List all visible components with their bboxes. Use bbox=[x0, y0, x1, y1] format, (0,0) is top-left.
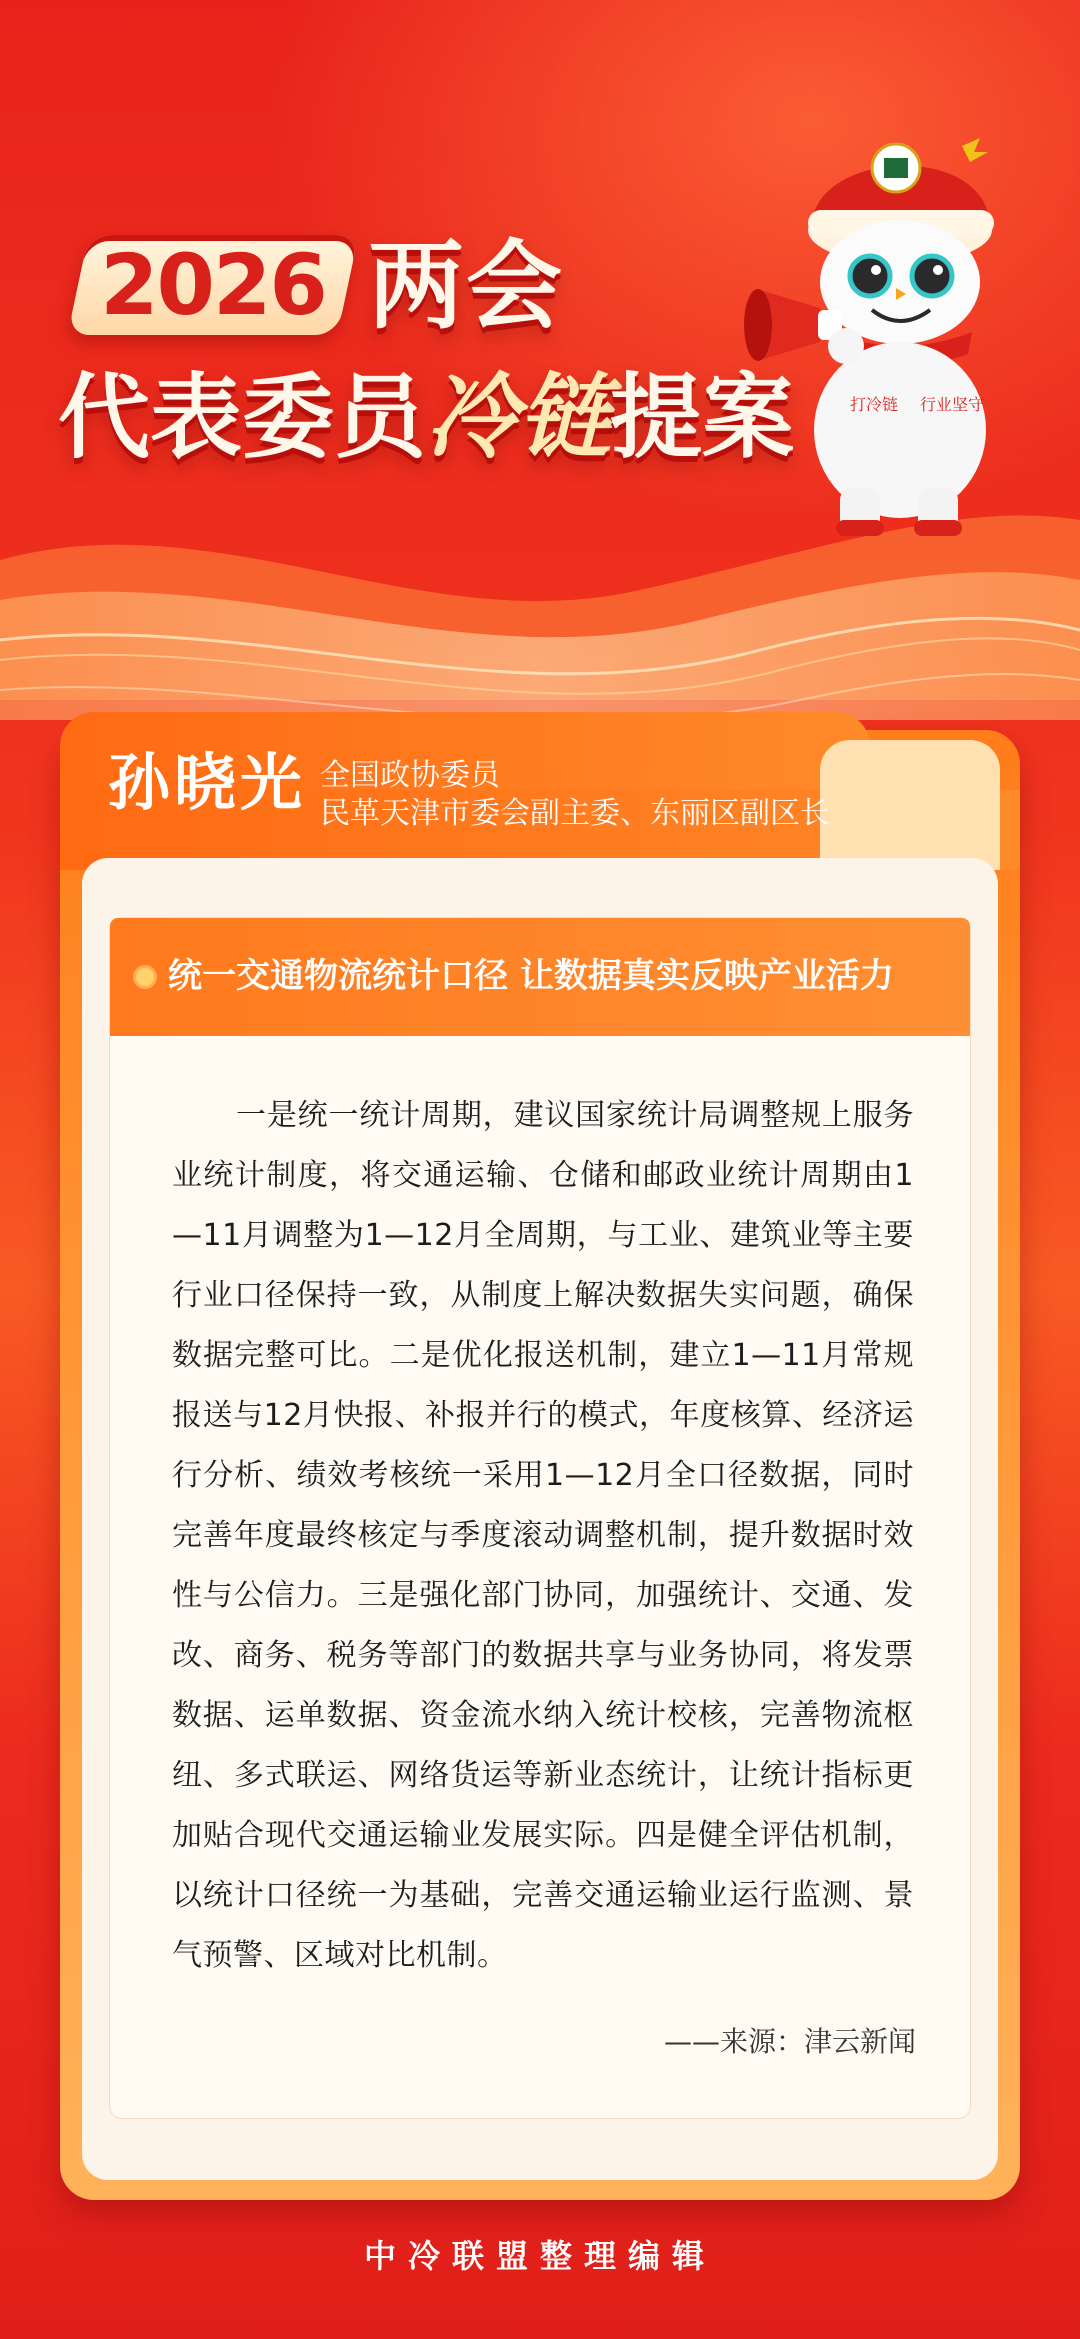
mascot-scarf-text-right: 行业坚守 bbox=[920, 395, 985, 414]
title-line-2-highlight: 冷链 bbox=[426, 364, 611, 471]
year-badge bbox=[67, 235, 358, 335]
title-line-2-suffix: 提案 bbox=[610, 364, 795, 471]
tab-bevel bbox=[820, 740, 1000, 870]
mascot-scarf-text-left: 打冷链 bbox=[850, 395, 899, 414]
section-title: 统一交通物流统计口径 让数据真实反映产业活力 bbox=[168, 956, 894, 996]
title-line-2-prefix: 代表委员 bbox=[58, 364, 427, 471]
title-line-2 bbox=[58, 364, 795, 471]
snowman-mascot-icon bbox=[700, 110, 1040, 550]
footer-credit: 中冷联盟整理编辑 bbox=[363, 2237, 716, 2275]
bullet-dot-icon bbox=[136, 968, 154, 986]
person-title-1: 全国政协委员 bbox=[320, 758, 500, 793]
person-name: 孙晓光 bbox=[108, 746, 307, 819]
person-title-2: 民革天津市委会副主委、东丽区副区长 bbox=[320, 796, 830, 831]
year-badge-text: 2026 bbox=[100, 236, 326, 334]
title-line-1: 两会 bbox=[368, 230, 564, 342]
section-header bbox=[110, 918, 970, 1036]
article-body: 一是统一统计周期，建议国家统计局调整规上服务业统计制度，将交通运输、仓储和邮政业统计周期由1—11月调整为1—12月全周期，与工业、建筑业等主要行业口径保持一致，从制度上解决数据失实问题，确保数据完整可比。二是优化报送机制，建立1—11月常规报送与12月快报、补报并行的模式，年度核算、经济运行分析、绩效考核统一采用1—12月全口径数据，同时完善年度最终核定与季度滚动调整机制，提升数据时效性与公信力。三是强化部门协同，加强统计、交通、发改、商务、税务等部门的数据共享与业务协同，将发票数据、运单数据、资金流水纳入统计校核，完善物流枢纽、多式联运、网络货运等新业态统计，让统计指标更加贴合现代交通运输业发展实际。四是健全评估机制，以统计口径统一为基础，完善交通运输业运行监测、景气预警、区域对比机制。 bbox=[172, 1098, 914, 1973]
article-source: ——来源：津云新闻 bbox=[663, 2025, 916, 2058]
